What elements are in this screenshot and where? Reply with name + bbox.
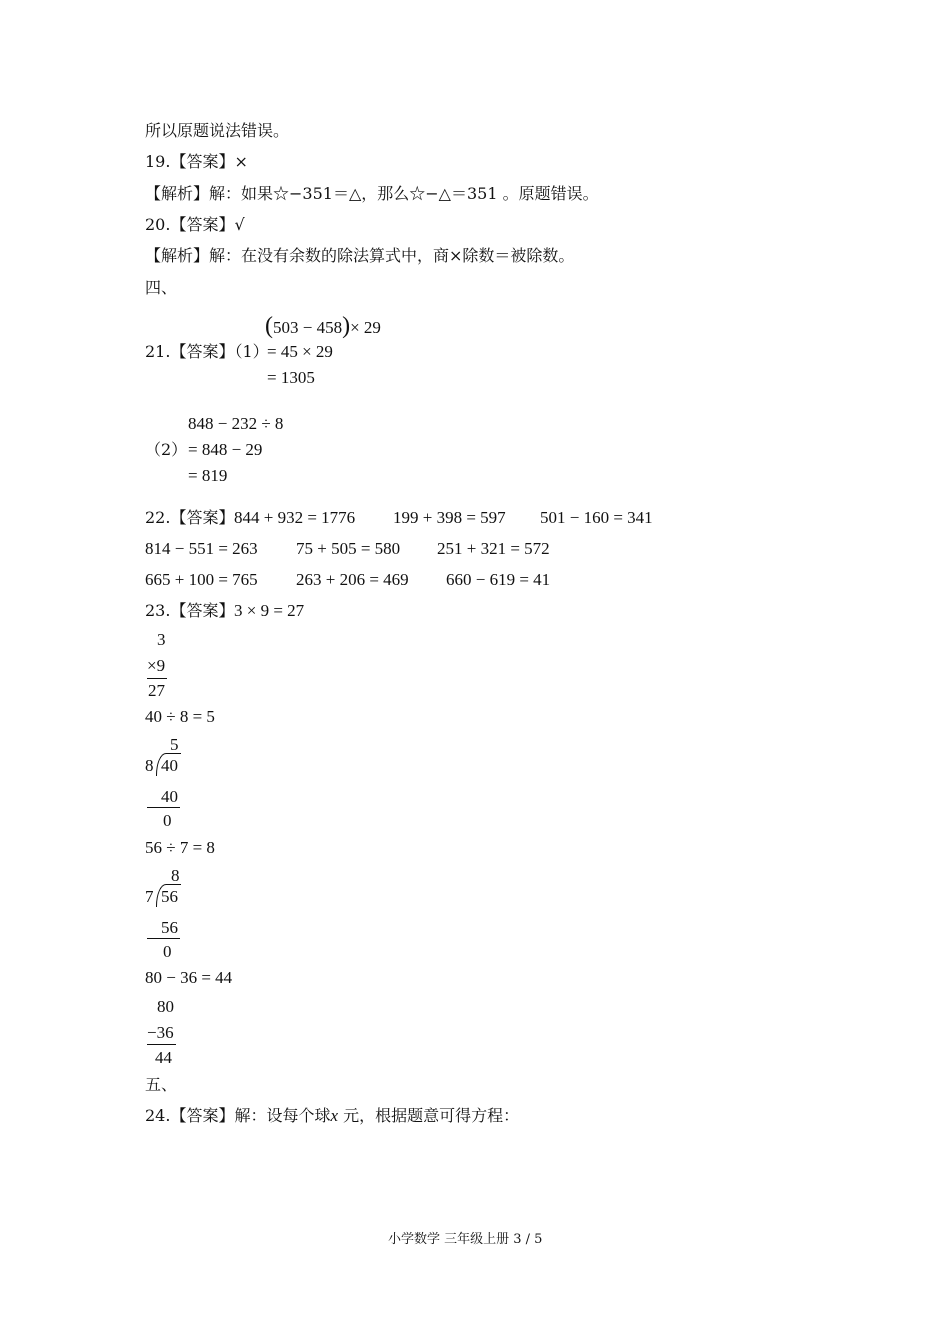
explanation-20: 【解析】解：在没有余数的除法算式中，商×除数＝被除数。: [145, 246, 575, 265]
vertical-sub-result: 44: [155, 1048, 172, 1067]
q22-eq-7: 665 + 100 = 765: [145, 570, 258, 589]
q21-2-line-a: 848 − 232 ÷ 8: [188, 414, 284, 433]
q22-eq-5: 75 + 505 = 580: [296, 539, 401, 558]
variable-x: x: [330, 1106, 338, 1125]
q22-eq-9: 660 − 619 = 41: [446, 570, 551, 589]
q21-1-line-c: = 1305: [267, 368, 315, 387]
q21-2-line-b: = 848 − 29: [188, 440, 263, 459]
division-1-dividend: 40: [161, 756, 178, 775]
q22-eq-8: 263 + 206 = 469: [296, 570, 409, 589]
division-1-divisor: 8: [145, 756, 154, 775]
answer-22-label: 22.【答案】: [145, 508, 235, 527]
vertical-sub-subtrahend: −36: [147, 1023, 174, 1042]
vertical-mult-line: [147, 678, 167, 679]
q23-eq-2: 40 ÷ 8 = 5: [145, 707, 215, 726]
division-1-remainder: 0: [163, 811, 172, 830]
section-five-heading: 五、: [145, 1075, 178, 1094]
answer-19: 19.【答案】×: [145, 152, 248, 171]
q22-eq-1: 844 + 932 = 1776: [234, 508, 356, 527]
vertical-sub-line: [147, 1044, 176, 1045]
q21-2-label: （2）: [145, 440, 188, 459]
division-1-subtrahend: 40: [161, 787, 178, 806]
q23-eq-3: 56 ÷ 7 = 8: [145, 838, 215, 857]
text-line: 所以原题说法错误。: [145, 121, 290, 140]
division-2-quotient: 8: [171, 866, 180, 885]
division-2-remainder: 0: [163, 942, 172, 961]
division-1-line: [147, 807, 180, 808]
division-2-subtrahend: 56: [161, 918, 178, 937]
q22-eq-4: 814 − 551 = 263: [145, 539, 258, 558]
q21-2-line-c: = 819: [188, 466, 228, 485]
q22-eq-6: 251 + 321 = 572: [437, 539, 550, 558]
vertical-mult-result: 27: [148, 681, 165, 700]
q22-eq-3: 501 − 160 = 341: [540, 508, 653, 527]
division-2-divisor: 7: [145, 887, 154, 906]
explanation-19: 【解析】解：如果☆−351＝△，那么☆−△＝351 。原题错误。: [145, 184, 599, 203]
division-2-dividend: 56: [161, 887, 178, 906]
vertical-mult-multiplier: ×9: [147, 656, 166, 675]
answer-20: 20.【答案】√: [145, 215, 245, 234]
answer-21-label: 21.【答案】（1）: [145, 342, 269, 361]
section-four-heading: 四、: [145, 278, 178, 297]
q23-eq-1: 3 × 9 = 27: [234, 601, 305, 620]
answer-23-label: 23.【答案】: [145, 601, 235, 620]
q22-eq-2: 199 + 398 = 597: [393, 508, 506, 527]
division-1-quotient: 5: [170, 735, 179, 754]
paren-close: ): [342, 313, 351, 339]
paren-open: (: [265, 313, 273, 339]
answer-24: 24.【答案】解：设每个球x 元，根据题意可得方程：: [145, 1106, 520, 1125]
q21-1-line-b: = 45 × 29: [267, 342, 333, 361]
q21-1-line-a: (503 − 458)× 29: [265, 313, 381, 339]
page-footer: 小学数学 三年级上册 3 / 5: [388, 1232, 543, 1247]
q23-eq-4: 80 − 36 = 44: [145, 968, 233, 987]
vertical-mult-top: 3: [157, 630, 166, 649]
vertical-sub-top: 80: [157, 997, 174, 1016]
division-2-line: [147, 938, 180, 939]
